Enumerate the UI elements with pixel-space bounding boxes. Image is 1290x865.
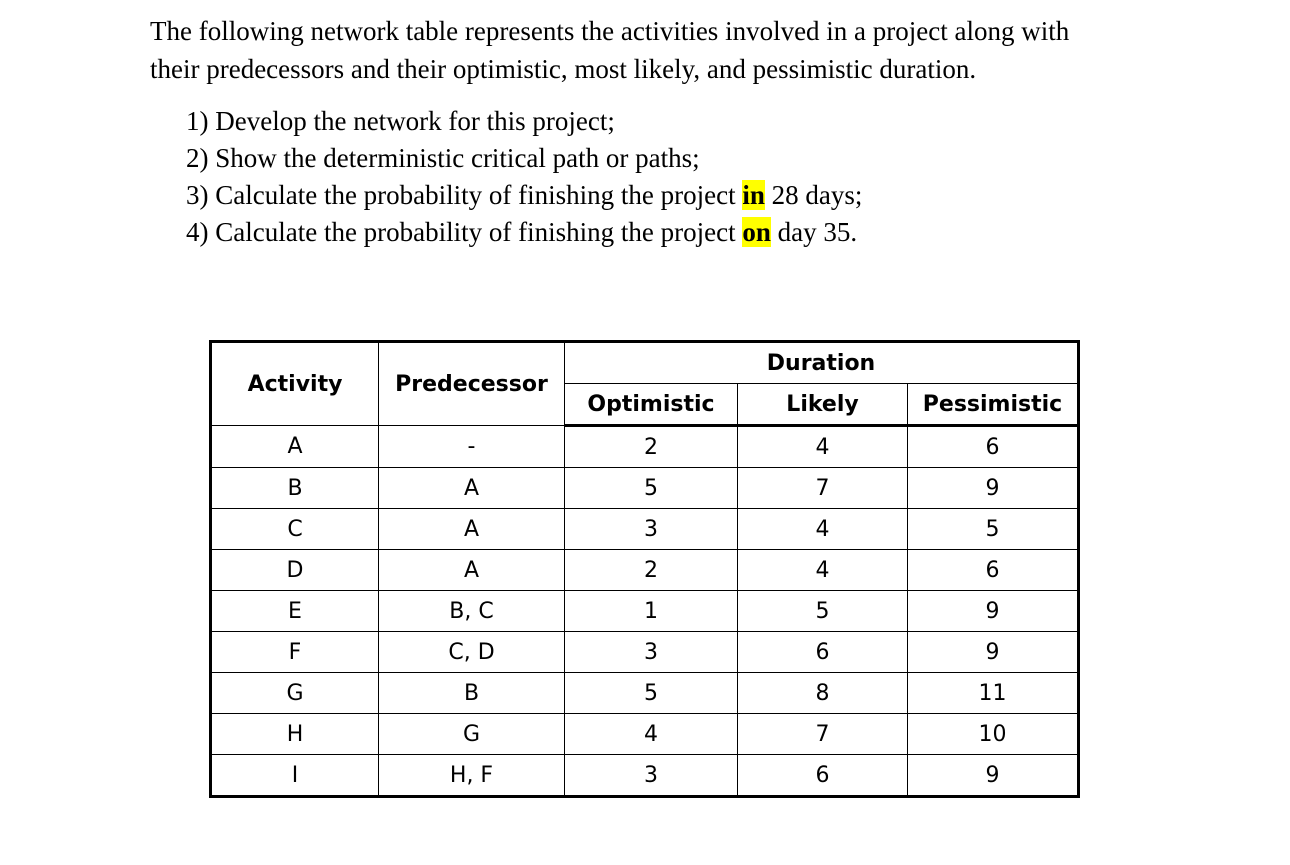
task-item bbox=[186, 103, 862, 140]
pessimistic-cell: 9 bbox=[908, 468, 1079, 509]
task-number: 3) bbox=[186, 180, 209, 210]
predecessor-cell: G bbox=[379, 714, 565, 755]
predecessor-cell: B bbox=[379, 673, 565, 714]
table-row bbox=[211, 509, 1079, 550]
optimistic-cell: 3 bbox=[565, 632, 738, 673]
task-list bbox=[186, 103, 862, 251]
optimistic-cell: 4 bbox=[565, 714, 738, 755]
pessimistic-cell: 9 bbox=[908, 632, 1079, 673]
activity-cell: E bbox=[211, 591, 379, 632]
task-number: 2) bbox=[186, 143, 209, 173]
pessimistic-header: Pessimistic bbox=[908, 384, 1079, 426]
table-row bbox=[211, 426, 1079, 468]
likely-cell: 7 bbox=[738, 468, 908, 509]
intro-line-2: their predecessors and their optimistic, most likely, and pessimistic duration. bbox=[150, 54, 977, 84]
task-text-end: day 35. bbox=[777, 217, 858, 247]
pessimistic-cell: 6 bbox=[908, 426, 1079, 468]
optimistic-cell: 2 bbox=[565, 426, 738, 468]
predecessor-cell: C, D bbox=[379, 632, 565, 673]
table-row bbox=[211, 714, 1079, 755]
table-row bbox=[211, 632, 1079, 673]
network-table bbox=[209, 340, 1080, 798]
activity-cell: H bbox=[211, 714, 379, 755]
task-text: Develop the network for this project; bbox=[215, 106, 615, 136]
task-text: Calculate the probability of finishing the project bbox=[215, 217, 736, 247]
pessimistic-cell: 5 bbox=[908, 509, 1079, 550]
activity-cell: F bbox=[211, 632, 379, 673]
pessimistic-cell: 9 bbox=[908, 591, 1079, 632]
predecessor-cell: H, F bbox=[379, 755, 565, 797]
optimistic-cell: 5 bbox=[565, 673, 738, 714]
activity-cell: A bbox=[211, 426, 379, 468]
optimistic-cell: 5 bbox=[565, 468, 738, 509]
table-row bbox=[211, 468, 1079, 509]
task-item bbox=[186, 177, 862, 214]
likely-cell: 7 bbox=[738, 714, 908, 755]
optimistic-cell: 3 bbox=[565, 755, 738, 797]
predecessor-cell: - bbox=[379, 426, 565, 468]
task-number: 4) bbox=[186, 217, 209, 247]
likely-cell: 6 bbox=[738, 632, 908, 673]
predecessor-cell: A bbox=[379, 509, 565, 550]
likely-cell: 8 bbox=[738, 673, 908, 714]
table-row bbox=[211, 550, 1079, 591]
likely-cell: 4 bbox=[738, 509, 908, 550]
predecessor-cell: A bbox=[379, 468, 565, 509]
likely-cell: 4 bbox=[738, 426, 908, 468]
optimistic-cell: 3 bbox=[565, 509, 738, 550]
activity-header: Activity bbox=[211, 342, 379, 426]
task-text: Show the deterministic critical path or paths; bbox=[215, 143, 700, 173]
table-row bbox=[211, 755, 1079, 797]
intro-line-1: The following network table represents the activities involved in a project along with bbox=[150, 16, 1070, 46]
predecessor-cell: B, C bbox=[379, 591, 565, 632]
task-number: 1) bbox=[186, 106, 209, 136]
table-row bbox=[211, 591, 1079, 632]
duration-header: Duration bbox=[565, 342, 1079, 384]
likely-cell: 4 bbox=[738, 550, 908, 591]
table-row bbox=[211, 673, 1079, 714]
task-item bbox=[186, 214, 862, 251]
activity-cell: C bbox=[211, 509, 379, 550]
highlighted-word: on bbox=[742, 217, 771, 247]
header-row bbox=[211, 342, 1079, 384]
pessimistic-cell: 6 bbox=[908, 550, 1079, 591]
activity-cell: G bbox=[211, 673, 379, 714]
activity-cell: B bbox=[211, 468, 379, 509]
likely-cell: 6 bbox=[738, 755, 908, 797]
activity-cell: D bbox=[211, 550, 379, 591]
task-item bbox=[186, 140, 862, 177]
optimistic-header: Optimistic bbox=[565, 384, 738, 426]
highlighted-word: in bbox=[742, 180, 765, 210]
pessimistic-cell: 9 bbox=[908, 755, 1079, 797]
pessimistic-cell: 10 bbox=[908, 714, 1079, 755]
likely-header: Likely bbox=[738, 384, 908, 426]
predecessor-cell: A bbox=[379, 550, 565, 591]
task-text: Calculate the probability of finishing the project bbox=[215, 180, 736, 210]
pessimistic-cell: 11 bbox=[908, 673, 1079, 714]
task-text-end: 28 days; bbox=[771, 180, 863, 210]
activity-cell: I bbox=[211, 755, 379, 797]
intro-paragraph bbox=[150, 12, 1210, 88]
likely-cell: 5 bbox=[738, 591, 908, 632]
optimistic-cell: 1 bbox=[565, 591, 738, 632]
predecessor-header: Predecessor bbox=[379, 342, 565, 426]
optimistic-cell: 2 bbox=[565, 550, 738, 591]
